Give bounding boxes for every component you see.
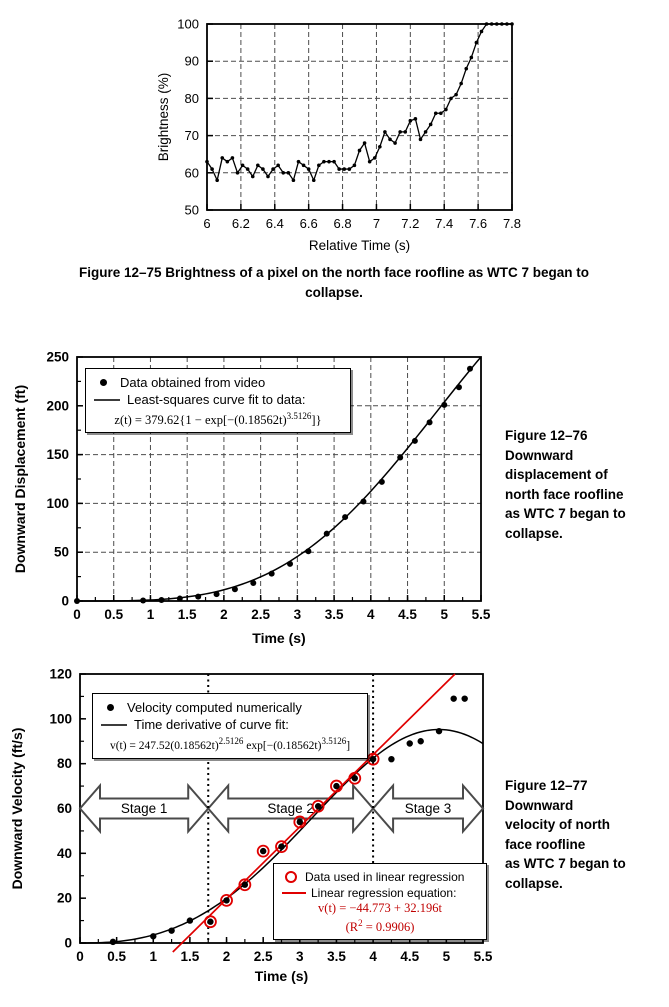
legend-row — [282, 869, 478, 885]
y-tick-label: 50 — [53, 544, 69, 560]
y-axis-title: Brightness (%) — [156, 72, 171, 162]
x-tick-label: 1 — [149, 949, 158, 964]
y-tick-label: 60 — [56, 801, 72, 816]
data-point — [269, 571, 275, 577]
data-point — [449, 97, 453, 101]
stage-label: Stage 3 — [404, 801, 452, 816]
data-point — [322, 160, 326, 164]
data-point — [353, 164, 357, 168]
data-point — [348, 167, 352, 171]
x-tick-label: 0 — [73, 607, 81, 622]
data-point — [398, 130, 402, 134]
data-point — [441, 402, 447, 408]
y-tick-label: 150 — [46, 447, 69, 463]
data-point — [140, 598, 146, 604]
legend-label: Data obtained from video — [120, 375, 266, 390]
data-point — [393, 141, 397, 145]
legend-label: Linear regression equation: — [311, 886, 457, 900]
data-point — [485, 22, 489, 26]
velocity-legend — [92, 693, 368, 759]
data-point — [383, 130, 387, 134]
data-point — [315, 803, 321, 809]
data-point — [363, 141, 367, 145]
stage-label: Stage 2 — [267, 801, 314, 816]
regression-point-marker-icon — [285, 871, 297, 883]
data-point — [215, 178, 219, 182]
data-point — [158, 597, 164, 603]
legend-row — [94, 391, 342, 408]
x-tick-label: 7 — [372, 216, 381, 231]
fit-equation — [101, 733, 359, 754]
data-point — [74, 598, 80, 604]
data-point — [407, 740, 413, 746]
x-tick-label: 0.5 — [107, 949, 127, 964]
data-point — [470, 56, 474, 60]
y-tick-label: 80 — [184, 90, 199, 106]
legend-row — [101, 716, 359, 733]
data-point — [397, 455, 403, 461]
y-tick-label: 200 — [46, 398, 69, 414]
data-point — [232, 586, 238, 592]
data-point — [454, 93, 458, 97]
x-tick-label: 7.6 — [469, 216, 488, 231]
fit-equation — [94, 408, 342, 428]
data-point — [418, 738, 424, 744]
data-point — [168, 927, 174, 933]
equation-text: v(t) = −44.773 + 32.196t — [318, 901, 442, 915]
data-point — [177, 596, 183, 602]
data-point — [459, 82, 463, 86]
y-tick-label: 0 — [64, 935, 72, 951]
y-tick-label: 100 — [49, 711, 72, 727]
x-tick-label: 6 — [203, 216, 211, 231]
x-tick-label: 6.8 — [333, 216, 352, 231]
x-tick-label: 3 — [293, 607, 302, 622]
legend-label: Velocity computed numerically — [127, 700, 302, 715]
x-tick-label: 1.5 — [177, 607, 197, 622]
data-point — [324, 531, 330, 537]
data-point — [388, 138, 392, 142]
data-point — [205, 160, 209, 164]
y-tick-label: 70 — [184, 128, 199, 144]
data-point — [373, 156, 377, 160]
plot-border — [207, 24, 512, 210]
gridlines — [207, 24, 512, 210]
data-point — [278, 843, 284, 849]
x-axis-title: Relative Time (s) — [308, 238, 411, 253]
brightness-line — [207, 24, 512, 180]
data-point — [358, 149, 362, 153]
x-tick-label: 7.4 — [435, 216, 454, 231]
x-tick-label: 5 — [440, 607, 449, 622]
caption-line: as WTC 7 began to — [505, 506, 626, 521]
x-tick-label: 7.8 — [502, 216, 522, 231]
y-tick-label: 100 — [46, 495, 69, 511]
data-point — [214, 591, 220, 597]
data-point — [150, 933, 156, 939]
caption-line: collapse. — [305, 285, 363, 300]
legend-row — [282, 885, 478, 901]
data-point — [312, 178, 316, 182]
data-point — [352, 775, 358, 781]
equation-text: exp[−(0.18562t) — [243, 739, 322, 752]
data-point — [195, 594, 201, 600]
displacement-chart — [0, 330, 500, 660]
data-point — [187, 917, 193, 923]
legend-row — [101, 699, 359, 716]
legend-row — [94, 374, 342, 391]
data-point — [287, 561, 293, 567]
regression-r-squared — [282, 916, 478, 935]
data-point — [302, 164, 306, 168]
x-axis-title: Time (s) — [252, 630, 306, 646]
equation-text: = 0.9906) — [362, 920, 415, 935]
x-tick-label: 5.5 — [473, 949, 493, 964]
equation-text: ]} — [311, 413, 322, 428]
x-tick-label: 7.2 — [401, 216, 420, 231]
caption-line: Figure 12–77 — [505, 778, 588, 793]
data-point — [500, 22, 504, 26]
displacement-legend — [85, 368, 351, 433]
y-axis-title: Downward Velocity (ft/s) — [9, 727, 25, 890]
data-point — [210, 167, 214, 171]
data-point — [223, 897, 229, 903]
data-point — [250, 580, 256, 586]
data-point — [337, 167, 341, 171]
legend-label: Data used in linear regression — [305, 870, 465, 884]
equation-text: v(t) = 247.52(0.18562t) — [109, 739, 219, 752]
x-tick-label: 1.5 — [180, 949, 200, 964]
y-tick-label: 20 — [56, 890, 72, 906]
data-point — [378, 145, 382, 149]
legend-label: Least-squares curve fit to data: — [127, 392, 306, 407]
y-tick-label: 50 — [184, 202, 199, 218]
caption-line: collapse. — [505, 875, 563, 891]
equation-exponent: 2 — [358, 918, 363, 928]
data-point — [427, 419, 433, 425]
x-tick-label: 4.5 — [398, 607, 417, 622]
caption-line: face roofline — [505, 836, 586, 852]
data-point — [246, 167, 250, 171]
regression-line-icon — [282, 892, 306, 894]
data-point — [226, 160, 230, 164]
data-point — [287, 171, 291, 175]
caption-line: Downward — [505, 447, 574, 463]
data-point — [434, 111, 438, 115]
data-point — [409, 119, 413, 123]
data-point — [368, 160, 372, 164]
data-point — [110, 939, 116, 945]
x-tick-label: 6.2 — [231, 216, 250, 231]
data-point — [490, 22, 494, 26]
stage-label: Stage 1 — [120, 801, 168, 816]
x-tick-label: 4.5 — [400, 949, 420, 964]
equation-text: (R — [345, 920, 359, 935]
data-point — [231, 156, 235, 160]
figure-12-76-caption — [505, 426, 669, 543]
fit-line-icon — [101, 724, 127, 726]
data-point — [276, 164, 280, 168]
caption-line: velocity of north — [505, 817, 611, 832]
data-point — [342, 514, 348, 520]
data-point — [429, 123, 433, 127]
data-point — [292, 178, 296, 182]
y-axis-title: Downward Displacement (ft) — [12, 384, 28, 574]
data-point — [412, 438, 418, 444]
data-point — [467, 366, 473, 372]
figure-12-77-caption — [505, 776, 669, 893]
x-tick-label: 6.4 — [265, 216, 284, 231]
y-tick-label: 100 — [177, 16, 199, 32]
data-point — [439, 111, 443, 115]
data-point — [444, 108, 448, 112]
figure-12-75-caption — [24, 263, 644, 303]
caption-line: collapse. — [505, 525, 563, 541]
caption-line: Downward — [505, 797, 574, 813]
equation-exponent: 2.5126 — [218, 736, 244, 746]
regression-equation — [282, 901, 478, 916]
data-point — [480, 30, 484, 34]
x-tick-label: 1 — [146, 607, 155, 622]
data-point — [317, 164, 321, 168]
x-tick-label: 0.5 — [104, 607, 124, 622]
data-point — [207, 919, 213, 925]
axis-ticks — [207, 24, 512, 210]
data-point — [436, 728, 442, 734]
data-point — [464, 67, 468, 71]
data-point — [297, 819, 303, 825]
data-point — [241, 164, 245, 168]
x-tick-label: 6.6 — [299, 216, 318, 231]
y-tick-label: 120 — [49, 666, 72, 682]
y-tick-label: 90 — [184, 53, 199, 69]
fit-line-icon — [94, 399, 120, 401]
data-point — [242, 882, 248, 888]
data-point — [342, 167, 346, 171]
equation-exponent: 3.5126 — [286, 411, 312, 421]
data-point — [271, 167, 275, 171]
data-point — [256, 164, 260, 168]
data-point — [327, 160, 331, 164]
data-point — [220, 156, 224, 160]
data-point — [495, 22, 499, 26]
data-point — [414, 117, 418, 121]
data-point — [251, 175, 255, 179]
caption-line: north face roofline — [505, 486, 624, 502]
data-point — [333, 783, 339, 789]
y-tick-label: 250 — [46, 349, 69, 365]
data-point — [419, 138, 423, 142]
x-tick-label: 4 — [367, 607, 375, 622]
data-point — [370, 756, 376, 762]
caption-line: as WTC 7 began to — [505, 856, 626, 871]
data-point — [281, 171, 285, 175]
y-tick-label: 0 — [61, 593, 69, 609]
x-tick-label: 0 — [76, 949, 84, 964]
equation-text: ] — [346, 739, 351, 752]
data-point — [360, 498, 366, 504]
data-point — [388, 756, 394, 762]
x-tick-label: 2.5 — [251, 607, 271, 622]
brightness-series — [205, 22, 514, 182]
y-tick-label: 80 — [56, 756, 72, 772]
x-tick-label: 4 — [369, 949, 377, 964]
data-point — [403, 130, 407, 134]
data-point — [297, 160, 301, 164]
data-point — [266, 175, 270, 179]
velocity-chart — [0, 660, 500, 1007]
x-tick-label: 3 — [296, 949, 304, 964]
caption-line: Figure 12–76 — [505, 428, 588, 443]
x-tick-label: 5.5 — [471, 607, 491, 622]
caption-line: displacement of — [505, 467, 608, 482]
data-point-marker-icon — [100, 379, 107, 386]
x-tick-label: 3.5 — [324, 607, 344, 622]
x-tick-label: 2 — [222, 949, 231, 964]
brightness-chart-svg — [0, 0, 669, 262]
data-point — [510, 22, 514, 26]
data-point — [261, 167, 265, 171]
caption-line: Figure 12–75 Brightness of a pixel on the north face roofline as WTC 7 began to — [78, 265, 590, 280]
data-point — [307, 167, 311, 171]
data-point — [379, 479, 385, 485]
equation-text: z(t) = 379.62{1 − exp[−(0.18562t) — [114, 413, 287, 428]
data-point-marker-icon — [107, 704, 114, 711]
legend-label: Time derivative of curve fit: — [134, 717, 289, 732]
y-tick-label: 60 — [184, 165, 199, 181]
y-tick-label: 40 — [56, 845, 72, 861]
data-point — [305, 548, 311, 554]
data-point — [505, 22, 509, 26]
x-tick-label: 5 — [442, 949, 451, 964]
data-point — [236, 171, 240, 175]
x-tick-label: 3.5 — [327, 949, 346, 964]
x-tick-label: 2 — [220, 607, 228, 622]
equation-exponent: 3.5126 — [321, 736, 347, 746]
brightness-chart — [0, 0, 669, 262]
regression-legend — [273, 863, 487, 940]
data-point — [332, 160, 336, 164]
data-point — [475, 41, 479, 45]
x-axis-title: Time (s) — [254, 968, 309, 984]
data-point — [461, 695, 467, 701]
data-point — [456, 384, 462, 390]
data-point — [450, 695, 456, 701]
data-point — [424, 130, 428, 134]
data-point — [260, 848, 266, 854]
x-tick-label: 2.5 — [253, 949, 273, 964]
